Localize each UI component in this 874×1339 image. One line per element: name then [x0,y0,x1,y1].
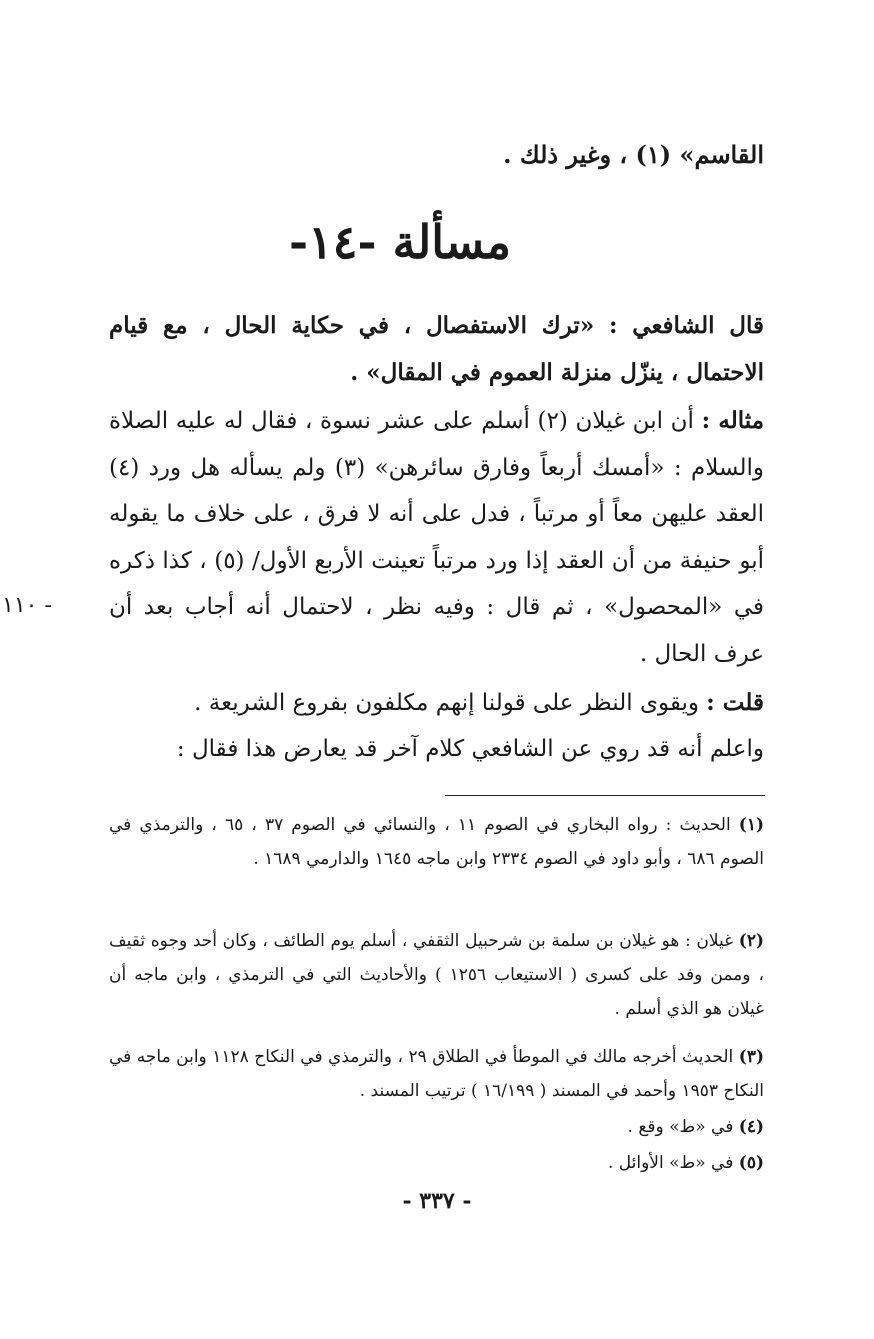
closing-line: واعلم أنه قد روي عن الشافعي كلام آخر قد يعارض هذا فقال : [176,736,764,762]
footnote-text: في «ط» الأوائل . [607,1153,734,1173]
example-text: أن ابن غيلان (٢) أسلم على عشر نسوة ، فقال له عليه الصلاة والسلام : «أمسك أربعاً وفارق سائرهن» (٣) ولم يسأله هل ورد (٤) العقد عليهن معاً أو مرتباً ، فدل على أنه لا فرق ، على خلاف ما يقوله أبو حنيفة من أن العقد إذا ورد مرتباً تعينت الأربع الأول/ (٥) ، كذا ذكره في «المحصول» ، ثم قال : وفيه نظر ، لاحتمال أنه أجاب بعد أن عرف الحال . [109,408,764,667]
footnote-number: (٢) [738,931,764,951]
footnote-text: غيلان : هو غيلان بن سلمة بن شرحبيل الثقفي ، أسلم يوم الطائف ، وكان أحد وجوه ثقيف ، وممن وفد على كسرى ( الاستيعاب ١٢٥٦ ) والأحاديث التي في الترمذي ، وابن ماجه أن غيلان هو الذي أسلم . [109,931,764,1019]
margin-folio-note: ١١٠ - [2,593,52,618]
footnote-5 [109,1146,764,1180]
footnote-4 [109,1110,764,1144]
footnote-text: في «ط» وقع . [627,1117,734,1137]
footnote-separator [445,795,765,796]
footnote-number: (٣) [738,1047,764,1067]
comment-lead: قلت : [706,689,764,716]
example-lead: مثاله : [701,407,765,434]
footnote-number: (٥) [738,1153,764,1173]
paragraph-comment [109,680,764,772]
paragraph-rule-statement: قال الشافعي : «ترك الاستفصال ، في حكاية الحال ، مع قيام الاحتمال ، ينزّل منزلة العموم في المقال» . [109,312,764,386]
footnote-text: الحديث أخرجه مالك في الموطأ في الطلاق ٢٩ ، والترمذي في النكاح ١١٢٨ وابن ماجه في النكاح ١٩٥٣ وأحمد في المسند ( ١٦/١٩٩ ) ترتيب المسند . [109,1047,764,1101]
continuation-line: القاسم» (١) ، وغير ذلك . [503,140,764,169]
footnote-text: الحديث : رواه البخاري في الصوم ١١ ، والنسائي في الصوم ٣٧ ، ٦٥ ، والترمذي في الصوم ٦٨٦ ، وأبو داود في الصوم ٢٣٣٤ وابن ماجه ١٦٤٥ والدارمي ١٦٨٩ . [109,815,764,869]
section-title: مسألة -١٤- [289,215,511,269]
comment-text: ويقوى النظر على قولنا إنهم مكلفون بفروع الشريعة . [194,690,699,716]
comment-line [109,680,764,726]
footnote-3 [109,1040,764,1108]
footnote-1 [109,808,764,876]
page-number: - ٣٣٧ - [402,1188,472,1214]
footnote-number: (٤) [738,1117,764,1137]
footnote-2 [109,924,764,1026]
paragraph-example [109,398,764,677]
footnote-number: (١) [738,815,764,835]
